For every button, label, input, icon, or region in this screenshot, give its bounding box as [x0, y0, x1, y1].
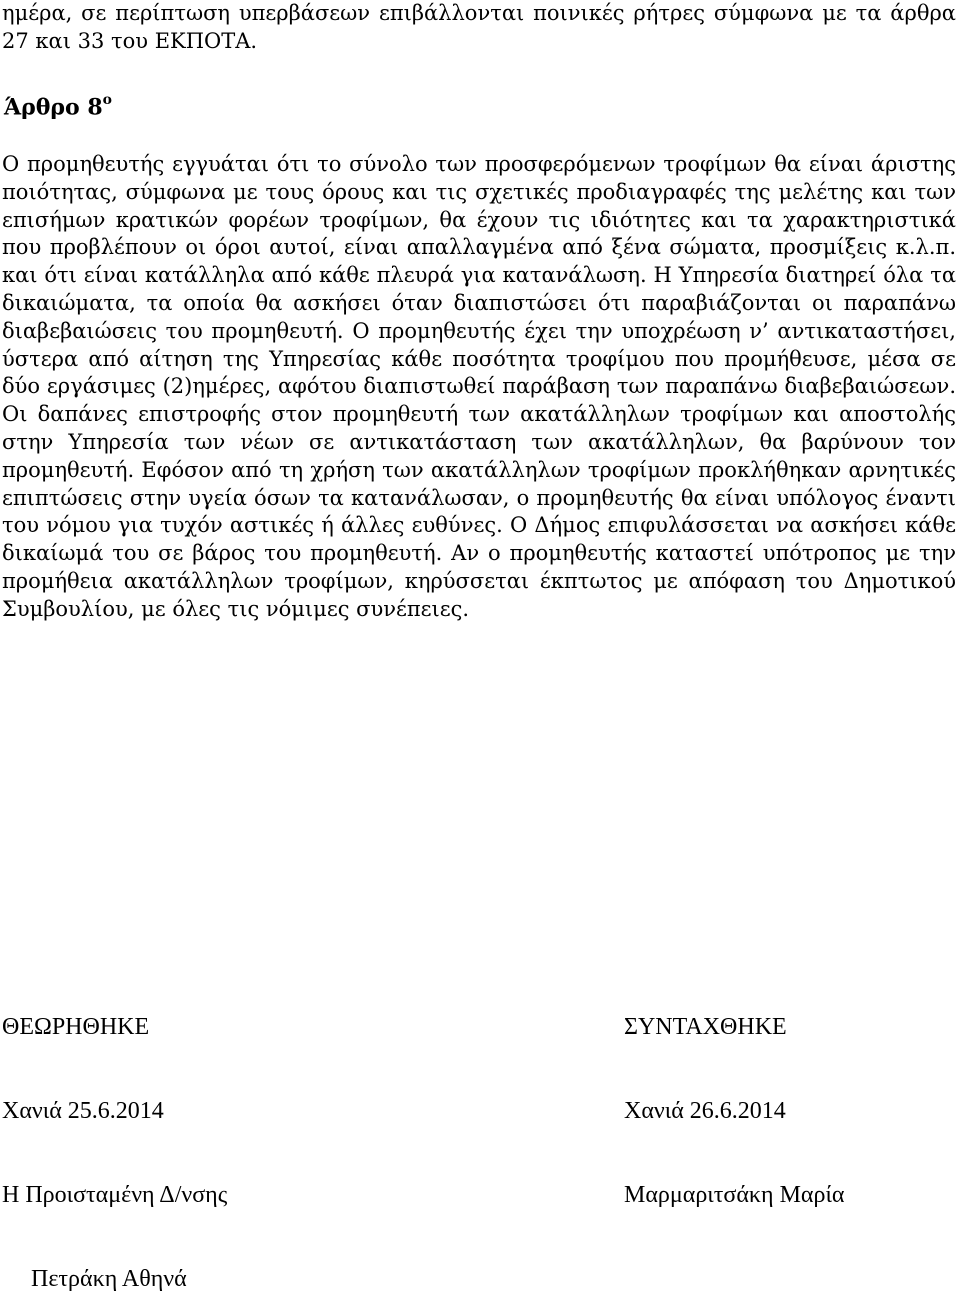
article-heading-text: Άρθρο 8: [4, 94, 103, 121]
compiled-place-date: Χανιά 26.6.2014: [624, 1098, 786, 1124]
article-heading: [4, 86, 112, 123]
continued-paragraph: ημέρα, σε περίπτωση υπερβάσεων επιβάλλονται ποινικές ρήτρες σύμφωνα με τα άρθρα 27 και 33 του ΕΚΠΟΤΑ.: [2, 1, 956, 53]
approver-role: Η Προισταμένη Δ/νσης: [2, 1182, 228, 1208]
approved-place-date: Χανιά 25.6.2014: [2, 1098, 164, 1124]
compiler-name: Μαρμαριτσάκη Μαρία: [624, 1182, 845, 1208]
approver-name: Πετράκη Αθηνά: [31, 1266, 187, 1292]
approved-label: ΘΕΩΡΗΘΗΚΕ: [2, 1014, 150, 1040]
compiled-label: ΣΥΝΤΑΧΘΗΚΕ: [624, 1014, 787, 1040]
article-heading-superscript: ο: [102, 92, 112, 108]
article-body: Ο προμηθευτής εγγυάται ότι το σύνολο των προσφερόμενων τροφίμων θα είναι άριστης ποιότητας, σύμφωνα με τους όρους και τις σχετικές προδιαγραφές της μελέτης και των επισήμων κρατικών φορέων τροφίμων, θα έχουν τις ιδιότητες και τα χαρακτηριστικά που προβλέπουν οι όροι αυτοί, είναι απαλλαγμένα από ξένα σώματα, προσμίξεις κ.λ.π. και ότι είναι κατάλληλα από κάθε πλευρά για κατανάλωση. Η Υπηρεσία διατηρεί όλα τα δικαιώματα, τα οποία θα ασκήσει όταν διαπιστώσει ότι παραβιάζονται οι παραπάνω διαβεβαιώσεις του προμηθευτή. Ο προμηθευτής έχει την υποχρέωση ν’ αντικαταστήσει, ύστερα από αίτηση της Υπηρεσίας κάθε ποσότητα τροφίμου που προμήθευσε, μέσα σε δύο εργάσιμες (2)ημέρες, αφότου διαπιστωθεί παράβαση των παραπάνω διαβεβαιώσεων. Οι δαπάνες επιστροφής στον προμηθευτή των ακατάλληλων τροφίμων και αποστολής στην Υπηρεσία των νέων σε αντικατάσταση των ακατάλληλων, θα βαρύνουν τον προμηθευτή. Εφόσον από τη χρήση των ακατάλληλων τροφίμων προκλήθηκαν αρνητικές επιπτώσεις στην υγεία όσων τα κατανάλωσαν, ο προμηθευτής θα είναι υπόλογος έναντι του νόμου για τυχόν αστικές ή άλλες ευθύνες. Ο Δήμος επιφυλάσσεται να ασκήσει κάθε δικαίωμά του σε βάρος του προμηθευτή. Αν ο προμηθευτής καταστεί υπότροπος με την προμήθεια ακατάλληλων τροφίμων, κηρύσσεται έκπτωτος με απόφαση του Δημοτικού Συμβουλίου, με όλες τις νόμιμες συνέπειες.: [2, 152, 956, 621]
